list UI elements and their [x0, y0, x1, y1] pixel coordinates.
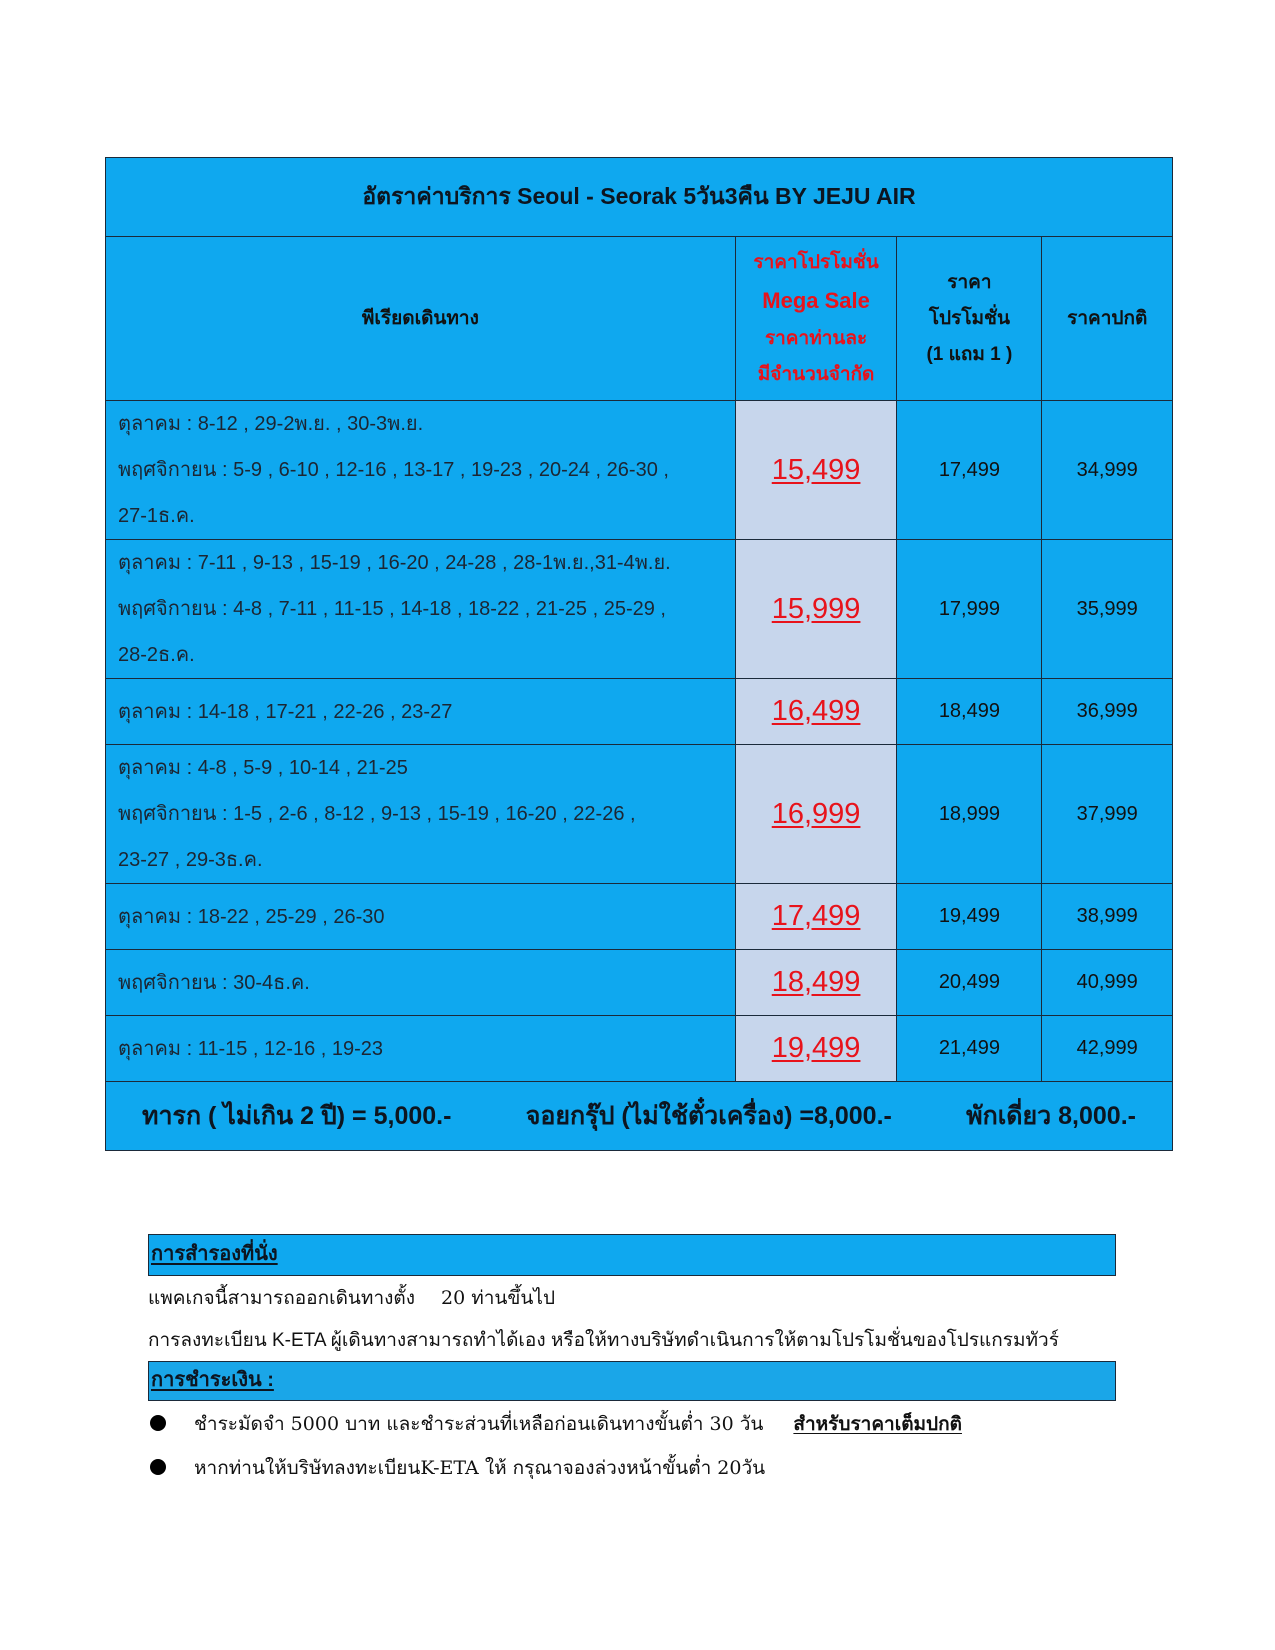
table-row — [106, 540, 1173, 679]
header-mega-line1: ราคาโปรโมชั่น — [753, 251, 879, 273]
promo-price: 19,499 — [897, 884, 1042, 950]
period-line: พฤศจิกายน : 30-4ธ.ค. — [118, 971, 310, 994]
reservation-line-2: การลงทะเบียน K-ETA ผู้เดินทางสามารถทำได้เอง หรือให้ทางบริษัทดำเนินการให้ตามโปรโมชั่นของโปรแกรมทัวร์ — [148, 1330, 1059, 1351]
table-row — [106, 884, 1173, 950]
period-line: 23-27 , 29-3ธ.ค. — [118, 849, 263, 871]
period-cell — [106, 1016, 736, 1082]
table-row — [106, 950, 1173, 1016]
regular-price: 40,999 — [1042, 950, 1173, 1016]
single-supplement: พักเดี่ยว 8,000.- — [966, 1102, 1136, 1130]
header-mega-sale — [735, 237, 897, 401]
regular-price: 42,999 — [1042, 1016, 1173, 1082]
table-row — [106, 679, 1173, 745]
period-line: ตุลาคม : 14-18 , 17-21 , 22-26 , 23-27 — [118, 700, 453, 723]
header-promo — [897, 237, 1042, 401]
reservation-line-1b: 20 ท่านขึ้นไป — [441, 1287, 556, 1309]
payment-bullet-1 — [150, 1409, 962, 1439]
period-cell — [106, 679, 736, 745]
header-period: พีเรียดเดินทาง — [106, 237, 736, 401]
payment-bullet-1-strong: สำหรับราคาเต็มปกติ — [793, 1414, 962, 1435]
table-title: อัตราค่าบริการ Seoul - Seorak 5วัน3คืน BY JEJU AIR — [106, 158, 1173, 237]
mega-sale-price: 17,499 — [735, 884, 897, 950]
regular-price: 36,999 — [1042, 679, 1173, 745]
period-line: ตุลาคม : 18-22 , 25-29 , 26-30 — [118, 905, 385, 928]
period-cell — [106, 884, 736, 950]
promo-price: 18,999 — [897, 745, 1042, 884]
mega-sale-price: 16,999 — [735, 745, 897, 884]
regular-price: 38,999 — [1042, 884, 1173, 950]
header-promo-line2: โปรโมชั่น — [928, 307, 1010, 329]
header-regular: ราคาปกติ — [1042, 237, 1173, 401]
price-table — [105, 157, 1173, 1151]
table-row — [106, 1016, 1173, 1082]
period-line: ตุลาคม : 7-11 , 9-13 , 15-19 , 16-20 , 24-28 , 28-1พ.ย.,31-4พ.ย. — [118, 552, 671, 574]
mega-sale-price: 15,999 — [735, 540, 897, 679]
header-promo-line1: ราคา — [947, 271, 992, 293]
promo-price: 18,499 — [897, 679, 1042, 745]
table-row — [106, 401, 1173, 540]
joingroup-price: จอยกรุ๊ป (ไม่ใช้ตั๋วเครื่อง) =8,000.- — [525, 1102, 892, 1130]
table-row — [106, 745, 1173, 884]
period-line: พฤศจิกายน : 1-5 , 2-6 , 8-12 , 9-13 , 15-19 , 16-20 , 22-26 , — [118, 803, 636, 825]
regular-price: 34,999 — [1042, 401, 1173, 540]
mega-sale-price: 18,499 — [735, 950, 897, 1016]
period-cell — [106, 540, 736, 679]
period-line: ตุลาคม : 4-8 , 5-9 , 10-14 , 21-25 — [118, 757, 408, 779]
regular-price: 37,999 — [1042, 745, 1173, 884]
payment-bullet-1-text: ชำระมัดจำ 5000 บาท และชำระส่วนที่เหลือก่อนเดินทางขั้นต่ำ 30 วัน — [194, 1413, 764, 1435]
regular-price: 35,999 — [1042, 540, 1173, 679]
payment-heading: การชำระเงิน : — [148, 1361, 1116, 1401]
header-mega-line3: ราคาท่านละ — [764, 327, 868, 349]
reservation-heading: การสำรองที่นั่ง — [148, 1234, 1116, 1276]
header-promo-line3: (1 แถม 1 ) — [926, 343, 1013, 365]
mega-sale-price: 15,499 — [735, 401, 897, 540]
promo-price: 20,499 — [897, 950, 1042, 1016]
promo-price: 21,499 — [897, 1016, 1042, 1082]
period-line: ตุลาคม : 8-12 , 29-2พ.ย. , 30-3พ.ย. — [118, 413, 424, 435]
period-line: ตุลาคม : 11-15 , 12-16 , 19-23 — [118, 1037, 384, 1060]
reservation-line-1a: แพคเกจนี้สามารถออกเดินทางตั้ง — [148, 1287, 416, 1309]
mega-sale-price: 16,499 — [735, 679, 897, 745]
infant-price: ทารก ( ไม่เกิน 2 ปี) = 5,000.- — [142, 1102, 452, 1130]
payment-bullet-2 — [150, 1453, 765, 1483]
header-mega-line4: มีจำนวนจำกัด — [757, 363, 875, 385]
period-cell — [106, 745, 736, 884]
payment-bullet-2-text: หากท่านให้บริษัทลงทะเบียนK-ETA ให้ กรุณาจองล่วงหน้าขั้นต่ำ 20วัน — [194, 1457, 766, 1479]
promo-price: 17,499 — [897, 401, 1042, 540]
bullet-dot-icon — [150, 1415, 166, 1431]
table-footer — [106, 1082, 1173, 1151]
promo-price: 17,999 — [897, 540, 1042, 679]
period-line: 27-1ธ.ค. — [118, 505, 195, 527]
period-line: 28-2ธ.ค. — [118, 644, 195, 666]
period-cell — [106, 401, 736, 540]
mega-sale-price: 19,499 — [735, 1016, 897, 1082]
period-line: พฤศจิกายน : 4-8 , 7-11 , 11-15 , 14-18 , 18-22 , 21-25 , 25-29 , — [118, 598, 666, 620]
reservation-line-1 — [148, 1283, 555, 1313]
bullet-dot-icon — [150, 1459, 166, 1475]
period-cell — [106, 950, 736, 1016]
period-line: พฤศจิกายน : 5-9 , 6-10 , 12-16 , 13-17 , 19-23 , 20-24 , 26-30 , — [118, 459, 669, 481]
header-mega-line2: Mega Sale — [762, 287, 870, 313]
